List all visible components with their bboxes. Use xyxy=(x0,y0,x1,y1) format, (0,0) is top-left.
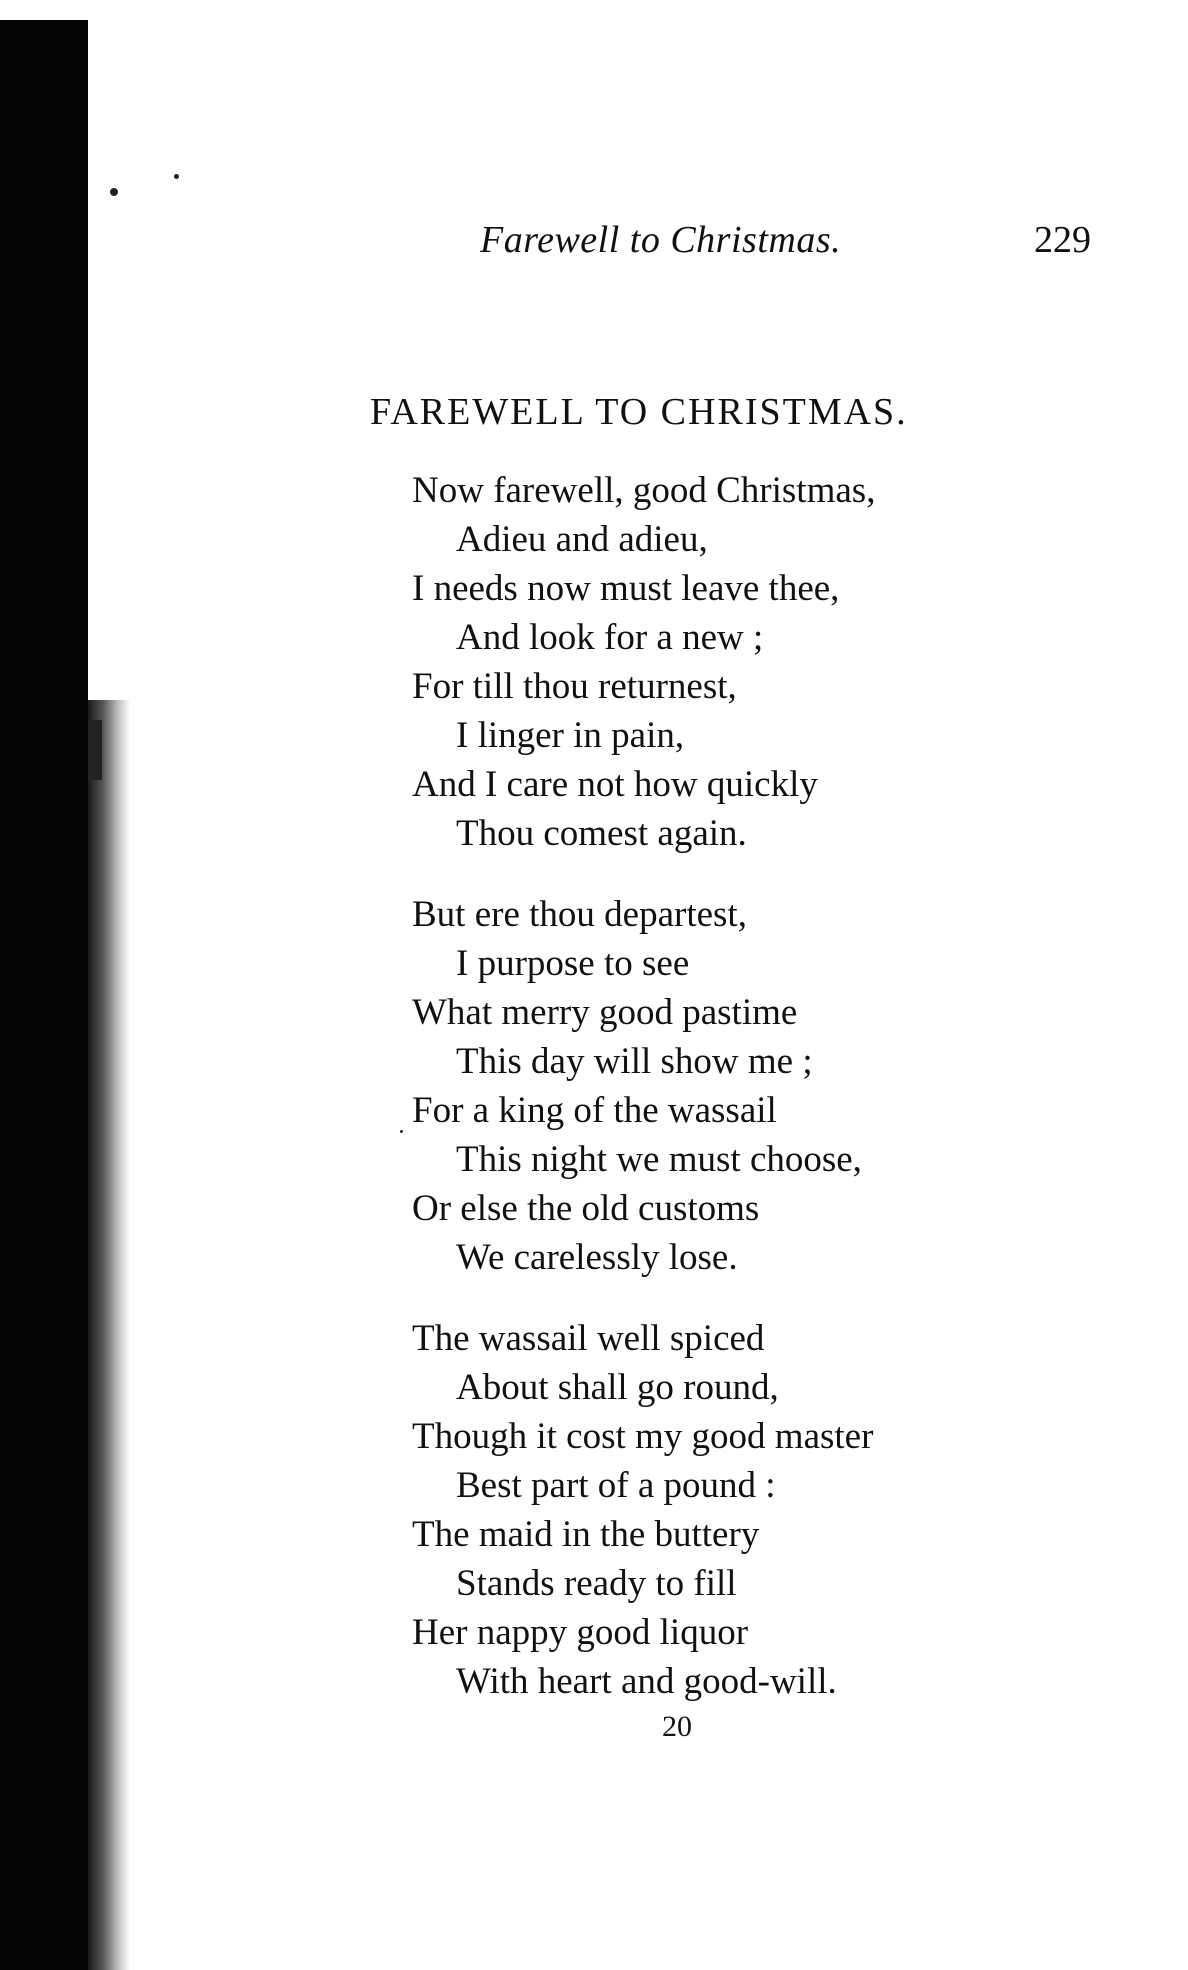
running-title: Farewell to Christmas. xyxy=(480,219,842,261)
stanza xyxy=(412,1314,1052,1706)
gutter-edge-shadow xyxy=(88,700,130,1970)
poem-line: What merry good pastime xyxy=(412,992,798,1033)
poem-line: We carelessly lose. xyxy=(456,1237,738,1278)
page-number: 229 xyxy=(1034,219,1091,261)
poem-line: Thou comest again. xyxy=(456,813,747,854)
poem-line: But ere thou departest, xyxy=(412,894,747,935)
poem-line: Her nappy good liquor xyxy=(412,1612,749,1653)
signature-mark: 20 xyxy=(662,1710,692,1743)
poem-line: And I care not how quickly xyxy=(412,764,818,805)
poem-line: I purpose to see xyxy=(456,943,690,984)
poem-line: Though it cost my good master xyxy=(412,1416,874,1457)
ink-speck xyxy=(110,188,118,196)
poem-line: This day will show me ; xyxy=(456,1041,813,1082)
poem-line: About shall go round, xyxy=(456,1367,779,1408)
poem-line: The wassail well spiced xyxy=(412,1318,765,1359)
gutter-top-margin xyxy=(0,0,80,20)
poem-line: Stands ready to fill xyxy=(456,1563,737,1604)
poem-line: This night we must choose, xyxy=(456,1139,862,1180)
poem-line: With heart and good-will. xyxy=(456,1661,837,1702)
poem-line: And look for a new ; xyxy=(456,617,764,658)
poem-line: Now farewell, good Christmas, xyxy=(412,470,876,511)
poem-line: For till thou returnest, xyxy=(412,666,737,707)
stanza xyxy=(412,466,1052,858)
poem-line: For a king of the wassail xyxy=(412,1090,777,1131)
poem-line: Or else the old customs xyxy=(412,1188,760,1229)
poem-line: Adieu and adieu, xyxy=(456,519,708,560)
poem-line: I linger in pain, xyxy=(456,715,685,756)
ink-speck xyxy=(174,174,179,179)
binding-gutter-shadow xyxy=(0,20,88,1970)
poem-line: Best part of a pound : xyxy=(456,1465,776,1506)
poem-line: I needs now must leave thee, xyxy=(412,568,840,609)
gutter-edge-mark xyxy=(88,720,102,780)
stanza xyxy=(412,890,1052,1282)
poem-title: FAREWELL TO CHRISTMAS. xyxy=(370,391,908,433)
poem-line: The maid in the buttery xyxy=(412,1514,760,1555)
ink-speck xyxy=(400,1130,403,1133)
